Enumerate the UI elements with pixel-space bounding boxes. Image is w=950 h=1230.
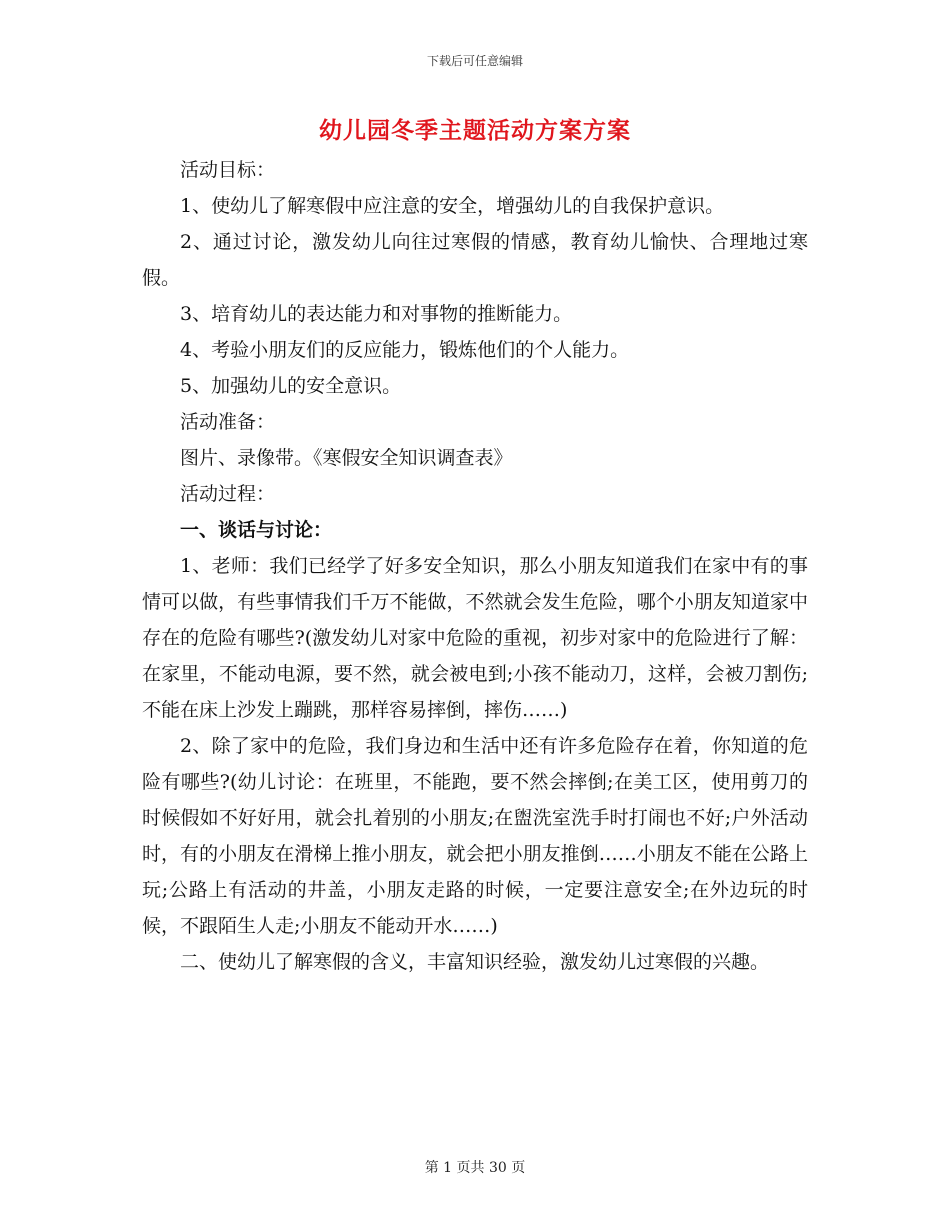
paragraph-preparation-heading: 活动准备： (180, 411, 276, 433)
paragraph-goal-3: 3、培育幼儿的表达能力和对事物的推断能力。 (180, 303, 573, 325)
paragraph-goal-1: 1、使幼儿了解寒假中应注意的安全，增强幼儿的自我保护意识。 (180, 195, 725, 217)
section-heading-discussion: 一、谈话与讨论： (180, 519, 333, 541)
paragraph-section-two: 二、使幼儿了解寒假的含义，丰富知识经验，激发幼儿过寒假的兴趣。 (180, 951, 770, 973)
paragraph-preparation-items: 图片、录像带。《寒假安全知识调查表》 (180, 447, 513, 469)
page-footer-number: 第 1 页共 30 页 (424, 1160, 526, 1176)
paragraph-goal-2: 2、通过讨论，激发幼儿向往过寒假的情感，教育幼儿愉快、合理地过寒假。 (142, 231, 808, 289)
page-header-note: 下载后可任意编辑 (426, 54, 523, 68)
document-body (142, 152, 808, 980)
paragraph-goal-4: 4、考验小朋友们的反应能力，锻炼他们的个人能力。 (180, 339, 630, 361)
paragraph-discussion-1: 1、老师：我们已经学了好多安全知识，那么小朋友知道我们在家中有的事情可以做，有些事情我们千万不能做，不然就会发生危险，哪个小朋友知道家中存在的危险有哪些?(激发幼儿对家中危险的重视，初步对家中的危险进行了解：在家里，不能动电源，要不然，就会被电到;小孩不能动刀，这样，会被刀割伤;不能在床上沙发上蹦跳，那样容易摔倒，摔伤……) (142, 555, 808, 721)
document-title: 幼儿园冬季主题活动方案方案 (319, 117, 631, 144)
paragraph-discussion-2: 2、除了家中的危险，我们身边和生活中还有许多危险存在着，你知道的危险有哪些?(幼儿讨论：在班里，不能跑，要不然会摔倒;在美工区，使用剪刀的时候假如不好好用，就会扎着别的小朋友;在盥洗室洗手时打闹也不好;户外活动时，有的小朋友在滑梯上推小朋友，就会把小朋友推倒……小朋友不能在公路上玩;公路上有活动的井盖，小朋友走路的时候，一定要注意安全;在外边玩的时候，不跟陌生人走;小朋友不能动开水……) (142, 735, 808, 937)
paragraph-process-heading: 活动过程： (180, 483, 276, 505)
paragraph-goals-heading: 活动目标： (180, 159, 276, 181)
paragraph-goal-5: 5、加强幼儿的安全意识。 (180, 375, 402, 397)
